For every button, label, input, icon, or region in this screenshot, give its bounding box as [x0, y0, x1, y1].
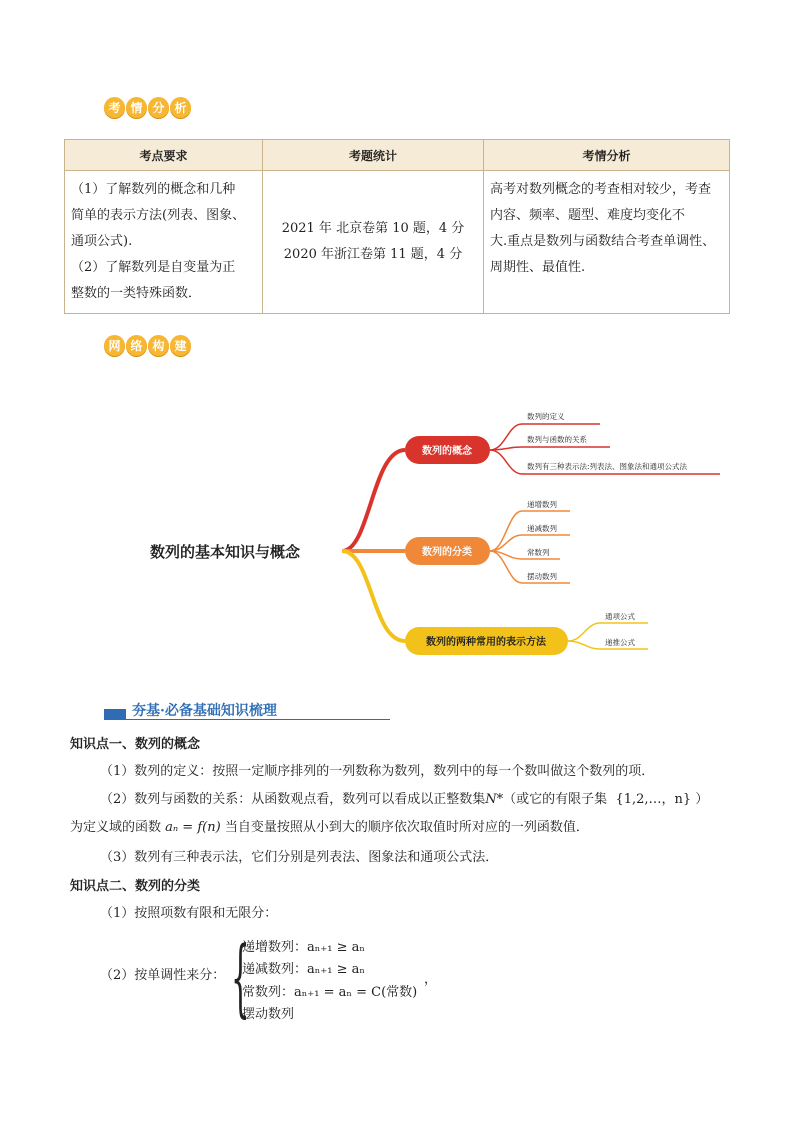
kp1-line-3	[70, 818, 589, 838]
exam-analysis-table	[64, 139, 730, 314]
badge-char: 情	[126, 97, 147, 118]
cell-line: 2020 年浙江卷第 11 题，4 分	[283, 247, 463, 262]
math-set: {1,2,…，n}	[615, 792, 692, 807]
badge-char: 分	[148, 97, 169, 118]
header-statistics: 考题统计	[263, 140, 484, 171]
text: 当自变量按照从小到大的顺序依次取值时所对应的一列函数值．	[224, 820, 589, 835]
branch-label-3: 数列的两种常用的表示方法	[426, 637, 546, 648]
left-brace: {	[231, 928, 250, 1026]
section-header-bar	[104, 709, 126, 719]
leaf-label: 递增数列	[527, 500, 557, 509]
text: ）	[695, 792, 709, 807]
kp1-line-4: （3）数列有三种表示法，它们分别是列表法、图象法和通项公式法．	[100, 850, 499, 865]
cell-line: 内容、频率、题型、难度均变化不	[490, 208, 686, 223]
branch-label-1: 数列的概念	[422, 446, 472, 457]
cell-line: 简单的表示方法(列表、图象、	[71, 208, 246, 223]
math-n-star: N*	[485, 792, 504, 807]
leaf-connector	[490, 447, 610, 450]
kp1-line-1: （1）数列的定义：按照一定顺序排列的一列数称为数列，数列中的每一个数叫做这个数列的项．	[100, 764, 655, 779]
leaf-label: 常数列	[527, 548, 550, 557]
kp2-title: 知识点二、数列的分类	[70, 879, 201, 894]
cell-line: 整数的一类特殊函数．	[71, 286, 202, 301]
cell-line: 大.重点是数列与函数结合考查单调性、	[490, 234, 716, 249]
table-header-row	[65, 140, 730, 171]
badge-char: 建	[170, 335, 191, 356]
cell-line: 通项公式).	[71, 234, 133, 249]
cell-statistics	[263, 171, 484, 314]
badge-char: 析	[170, 97, 191, 118]
branch-connector-1	[342, 450, 405, 551]
case-increasing: 递增数列：aₙ₊₁ ≥ aₙ	[242, 940, 365, 955]
section-header	[104, 700, 390, 722]
header-requirements: 考点要求	[65, 140, 263, 171]
kp1-line-2	[100, 790, 708, 810]
leaf-label: 摆动数列	[527, 572, 557, 581]
cell-line: 2021 年 北京卷第 10 题，4 分	[281, 221, 465, 236]
cell-line: 高考对数列概念的考查相对较少，考查	[490, 182, 712, 197]
section-badge-network	[104, 335, 191, 356]
cell-requirements	[65, 171, 263, 314]
cell-line: （1）了解数列的概念和几种	[71, 182, 236, 197]
text: （2）数列与函数的关系：从函数观点看，数列可以看成以正整数集	[100, 792, 486, 807]
trailing-comma: ，	[424, 972, 438, 987]
math-function: aₙ = f(n)	[165, 820, 221, 835]
cell-analysis	[484, 171, 730, 314]
badge-char: 络	[126, 335, 147, 356]
mind-root: 数列的基本知识与概念	[150, 543, 301, 561]
kp1-title: 知识点一、数列的概念	[70, 737, 201, 752]
text: 为定义域的函数	[70, 820, 162, 835]
branch-connector-3	[342, 551, 405, 641]
table-row	[65, 171, 730, 314]
leaf-label: 通项公式	[605, 612, 635, 621]
kp2-line-2: （2）按单调性来分：	[100, 968, 226, 983]
cell-line: 周期性、最值性.	[490, 260, 586, 275]
header-analysis: 考情分析	[484, 140, 730, 171]
badge-char: 网	[104, 335, 125, 356]
mind-map	[0, 390, 794, 680]
branch-label-2: 数列的分类	[422, 547, 472, 558]
section-badge-analysis	[104, 97, 191, 118]
cell-line: （2）了解数列是自变量为正	[71, 260, 236, 275]
leaf-label: 数列与函数的关系	[527, 435, 587, 444]
leaf-label: 数列有三种表示法:列表法、图象法和通项公式法	[527, 462, 688, 471]
case-decreasing: 递减数列：aₙ₊₁ ≥ aₙ	[242, 962, 365, 977]
case-oscillating: 摆动数列	[242, 1007, 295, 1022]
badge-char: 构	[148, 335, 169, 356]
text: （或它的有限子集	[503, 792, 608, 807]
section-header-title: 夯基·必备基础知识梳理	[132, 703, 277, 719]
leaf-label: 递减数列	[527, 524, 557, 533]
badge-char: 考	[104, 97, 125, 118]
leaf-label: 数列的定义	[527, 412, 565, 421]
case-constant: 常数列：aₙ₊₁ = aₙ = C(常数)	[242, 985, 418, 1000]
kp2-line-1: （1）按照项数有限和无限分：	[100, 906, 278, 921]
leaf-label: 递推公式	[605, 638, 635, 647]
